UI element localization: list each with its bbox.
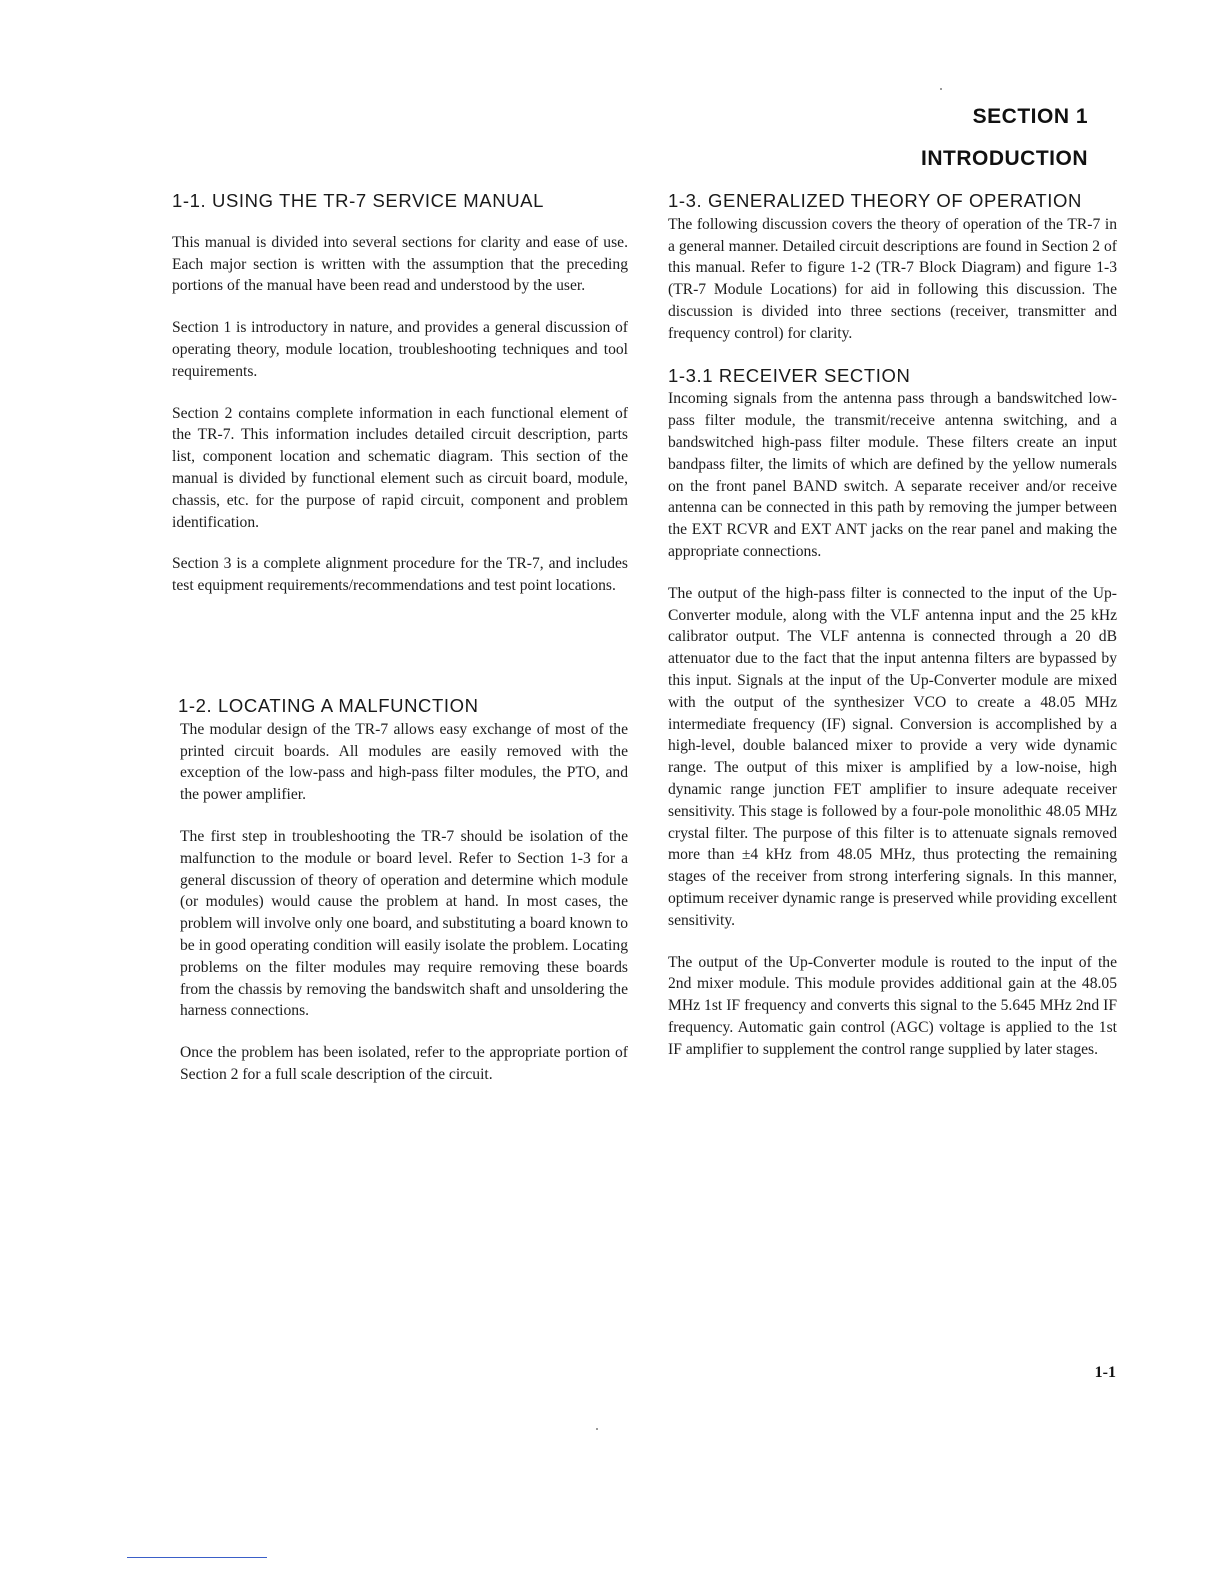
section-number: SECTION 1: [972, 105, 1088, 128]
scan-speck: [940, 88, 942, 90]
paragraph-1-3-1-a: Incoming signals from the antenna pass through a bandswitched low-pass filter module, the transmit/receive antenna switching, and a bandswitched high-pass filter module. These filters create an input bandpass filter, the limits of which are defined by the yellow numerals on the front panel BAND switch. A separate receiver and/or receive antenna can be connected in this path by removing the jumper between the EXT RCVR and EXT ANT jacks on the rear panel and making the appropriate connections.: [668, 390, 1117, 560]
paragraph-1-1-c: Section 2 contains complete information in each functional element of the TR-7. This information includes detailed circuit description, parts list, component location and schematic diagram. This section of the manual is divided by functional element such as circuit board, module, chassis, etc. for the purpose of rapid circuit, component and problem identification.: [172, 404, 628, 531]
heading-1-3-1: 1-3.1 RECEIVER SECTION: [668, 364, 911, 386]
heading-1-3: 1-3. GENERALIZED THEORY OF OPERATION: [668, 190, 1082, 211]
paragraph-1-3-a: The following discussion covers the theory of operation of the TR-7 in a general manner. Detailed circuit descriptions are found in Section 2 of this manual. Refer to figure 1-2 (TR-7 Block Diagram) and figure 1-3 (TR-7 Module Locations) for aid in following this discussion. The discussion is divided into three sections (receiver, transmitter and frequency control) for clarity.: [668, 215, 1117, 342]
scan-speck: [596, 1428, 598, 1430]
paragraph-1-1-b: Section 1 is introductory in nature, and provides a general discussion of operating theory, module location, troubleshooting techniques and tool requirements.: [172, 319, 628, 380]
right-column: [668, 190, 1117, 1080]
paragraph-1-1-a: This manual is divided into several sections for clarity and ease of use. Each major section is written with the assumption that the preceding portions of the manual have been read and understood by the user.: [172, 233, 628, 295]
left-column: [172, 190, 628, 1106]
column-gap: [172, 617, 628, 695]
paragraph-1-3-1-b: The output of the high-pass filter is connected to the input of the Up-Converter module, along with the VLF antenna input and the 25 kHz calibrator output. The VLF antenna is connected through a 20 dB attenuator due to the fact that the input antenna filters are bypassed by this input. Signals at the input of the Up-Converter module are mixed with the output of the synthesizer VCO to create a 48.05 MHz intermediate frequency (IF) signal. Conversion is accomplished by a high-level, double balanced mixer to provide a very wide dynamic range. The output of this mixer is amplified by a low-noise, high dynamic range junction FET amplifier to insure adequate receiver sensitivity. This stage is followed by a four-pole monolithic 48.05 MHz crystal filter. The purpose of this filter is to attenuate signals removed more than ±4 kHz from 48.05 MHz, thus protecting the remaining stages of the receiver from strong interfering signals. In this manner, optimum receiver dynamic range is preserved while providing excellent sensitivity.: [668, 584, 1117, 929]
heading-1-2: 1-2. LOCATING A MALFUNCTION: [178, 694, 479, 716]
paragraph-1-1-d: Section 3 is a complete alignment procedure for the TR-7, and includes test equipment requirements/recommendations and test point locations.: [172, 555, 628, 595]
section-title: INTRODUCTION: [921, 147, 1088, 170]
page-header: [921, 96, 1088, 180]
heading-1-1: 1-1. USING THE TR-7 SERVICE MANUAL: [172, 190, 544, 211]
paragraph-1-3-1-c: The output of the Up-Converter module is routed to the input of the 2nd mixer module. This module provides additional gain at the 48.05 MHz 1st IF frequency and converts this signal to the 5.645 MHz 2nd IF frequency. Automatic gain control (AGC) voltage is applied to the 1st IF amplifier to supplement the control range supplied by later stages.: [668, 953, 1117, 1058]
paragraph-1-2-a: The modular design of the TR-7 allows easy exchange of most of the printed circuit boards. All modules are easily removed with the exception of the low-pass and high-pass filter modules, the PTO, and the power amplifier.: [180, 720, 628, 804]
scan-edge-line: [127, 1557, 267, 1558]
page-number: 1-1: [1094, 1364, 1116, 1381]
paragraph-1-2-b: The first step in troubleshooting the TR-7 should be isolation of the malfunction to the module or board level. Refer to Section 1-3 for a general discussion of theory of operation and determine which module (or modules) would cause the problem at hand. In most cases, the problem will involve only one board, and substituting a board known to be in good operating condition will easily isolate the problem. Locating problems on the filter modules may require removing these boards from the chassis by removing the bandswitch shaft and unsoldering the harness connections.: [180, 827, 628, 1020]
paragraph-1-2-c: Once the problem has been isolated, refer to the appropriate portion of Section 2 for a full scale description of the circuit.: [180, 1044, 628, 1083]
